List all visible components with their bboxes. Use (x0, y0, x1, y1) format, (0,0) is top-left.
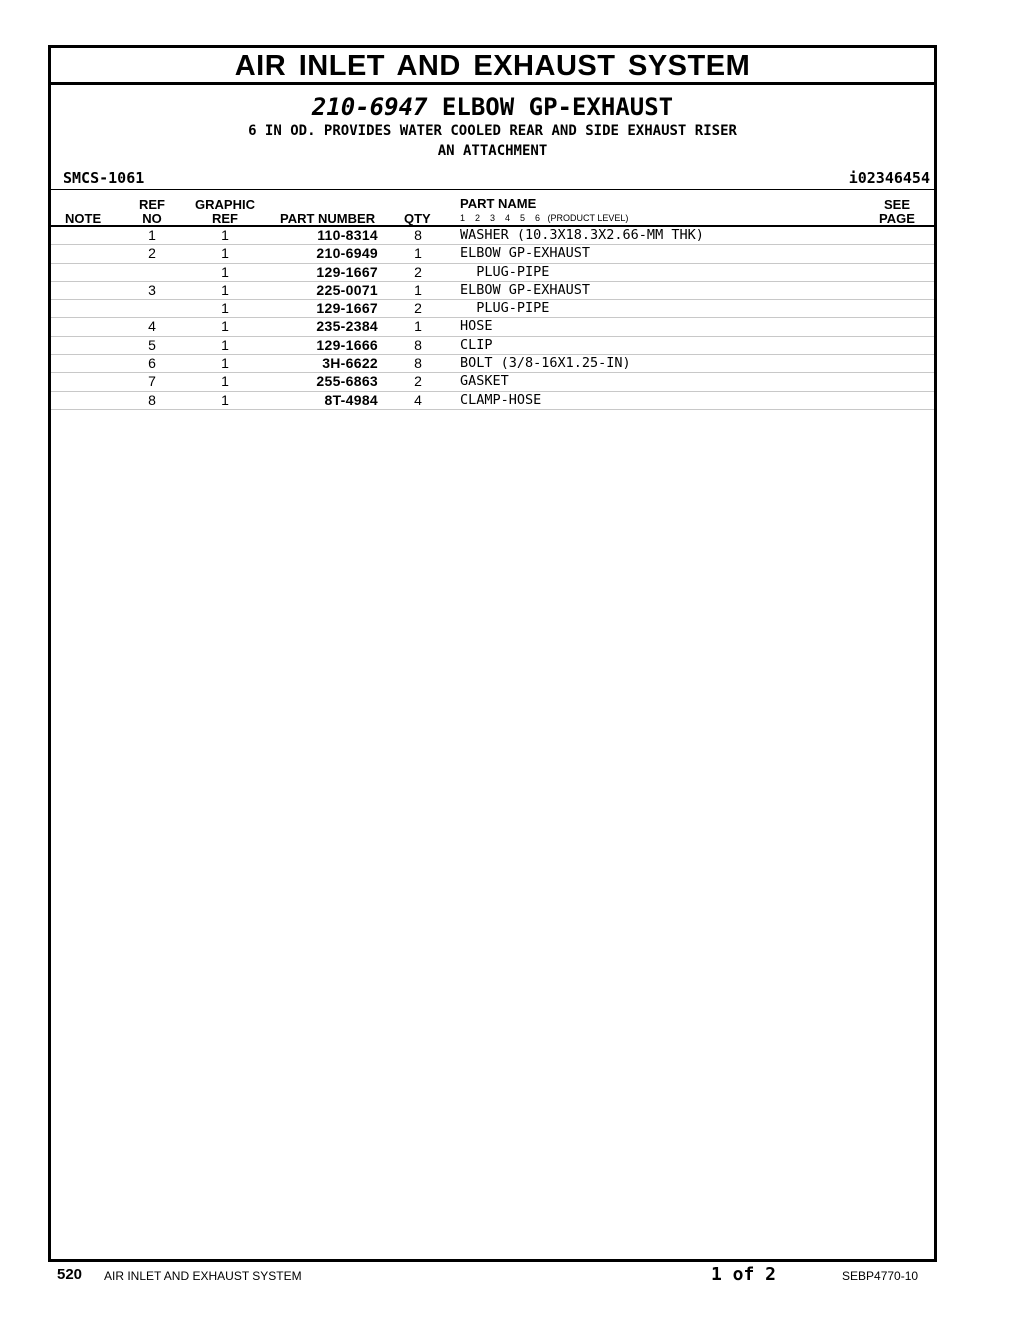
ref-no: 3 (148, 281, 156, 298)
graphic-ref: 1 (221, 318, 229, 335)
parts-page-frame (48, 45, 937, 1262)
graphic-ref: 1 (221, 391, 229, 408)
graphic-ref: 1 (221, 281, 229, 298)
qty: 4 (414, 391, 422, 408)
ref-no: 4 (148, 318, 156, 335)
col-header-note: NOTE (65, 211, 102, 226)
part-name: CLIP (460, 336, 493, 353)
part-number: 255-6863 (316, 373, 378, 390)
footer-document-id: SEBP4770-10 (842, 1269, 919, 1283)
qty: 1 (414, 318, 422, 335)
product-level-header: 1 2 3 4 5 6 (PRODUCT LEVEL) (460, 213, 629, 223)
qty: 2 (414, 263, 422, 280)
ref-no: 1 (148, 227, 156, 243)
part-name: ELBOW GP-EXHAUST (460, 281, 591, 298)
footer-page-of: 1 of 2 (711, 1264, 777, 1285)
part-number: 129-1667 (316, 263, 378, 280)
group-description-line2: AN ATTACHMENT (437, 143, 548, 159)
header-divider (51, 189, 934, 190)
part-number: 129-1666 (316, 336, 378, 353)
table-row (51, 373, 934, 391)
graphic-ref: 1 (221, 336, 229, 353)
table-row (51, 245, 934, 263)
group-title (51, 93, 934, 121)
col-header-graphic-top: GRAPHIC (195, 197, 255, 212)
col-header-qty: QTY (404, 211, 431, 226)
part-number: 235-2384 (316, 318, 378, 335)
part-name: WASHER (10.3X18.3X2.66-MM THK) (460, 227, 704, 243)
ref-no: 6 (148, 355, 156, 372)
part-number: 110-8314 (317, 227, 378, 243)
smcs-code: SMCS-1061 (63, 169, 145, 187)
part-name: PLUG-PIPE (460, 263, 550, 280)
qty: 8 (414, 336, 422, 353)
graphic-ref: 1 (221, 263, 229, 280)
table-row (51, 300, 934, 318)
col-header-ref-bottom: NO (142, 211, 162, 226)
group-name: ELBOW GP-EXHAUST (441, 93, 674, 121)
group-description-line1: 6 IN OD. PROVIDES WATER COOLED REAR AND SIDE EXHAUST RISER (248, 123, 737, 139)
table-row (51, 337, 934, 355)
ref-no: 5 (148, 336, 156, 353)
part-name: CLAMP-HOSE (460, 391, 542, 408)
table-row (51, 318, 934, 336)
footer-section-name: AIR INLET AND EXHAUST SYSTEM (104, 1269, 302, 1283)
part-number: 8T-4984 (324, 391, 378, 408)
graphic-ref: 1 (221, 373, 229, 390)
qty: 1 (414, 245, 422, 262)
table-row (51, 392, 934, 410)
table-row (51, 264, 934, 282)
part-number: 225-0071 (316, 281, 378, 298)
part-name: BOLT (3/8-16X1.25-IN) (460, 355, 631, 372)
graphic-ref: 1 (221, 245, 229, 262)
part-number: 210-6949 (316, 245, 378, 262)
part-number: 129-1667 (316, 300, 378, 317)
graphic-ref: 1 (221, 300, 229, 317)
col-header-see-top: SEE (883, 197, 910, 212)
graphic-ref: 1 (221, 227, 229, 243)
group-part-number: 210-6947 (311, 93, 428, 121)
table-row (51, 282, 934, 300)
qty: 2 (414, 373, 422, 390)
col-header-graphic-bottom: REF (212, 211, 238, 226)
part-name: ELBOW GP-EXHAUST (460, 245, 591, 262)
qty: 2 (414, 300, 422, 317)
col-header-part-number: PART NUMBER (280, 211, 376, 226)
qty: 8 (414, 355, 422, 372)
graphic-ref: 1 (221, 355, 229, 372)
parts-table-body (51, 227, 934, 410)
ref-no: 2 (148, 245, 156, 262)
qty: 1 (414, 281, 422, 298)
part-name: HOSE (460, 318, 493, 335)
col-header-see-bottom: PAGE (879, 211, 915, 226)
illustration-id: i02346454 (848, 169, 930, 187)
part-number: 3H-6622 (322, 355, 378, 372)
footer-page-number: 520 (57, 1266, 83, 1283)
table-row (51, 355, 934, 373)
qty: 8 (414, 227, 422, 243)
ref-no: 7 (148, 373, 156, 390)
col-header-ref-top: REF (139, 197, 165, 212)
section-title: AIR INLET AND EXHAUST SYSTEM (51, 48, 934, 85)
col-header-part-name: PART NAME (460, 196, 537, 211)
part-name: PLUG-PIPE (460, 300, 550, 317)
part-name: GASKET (460, 373, 509, 390)
table-row (51, 227, 934, 245)
ref-no: 8 (148, 391, 156, 408)
